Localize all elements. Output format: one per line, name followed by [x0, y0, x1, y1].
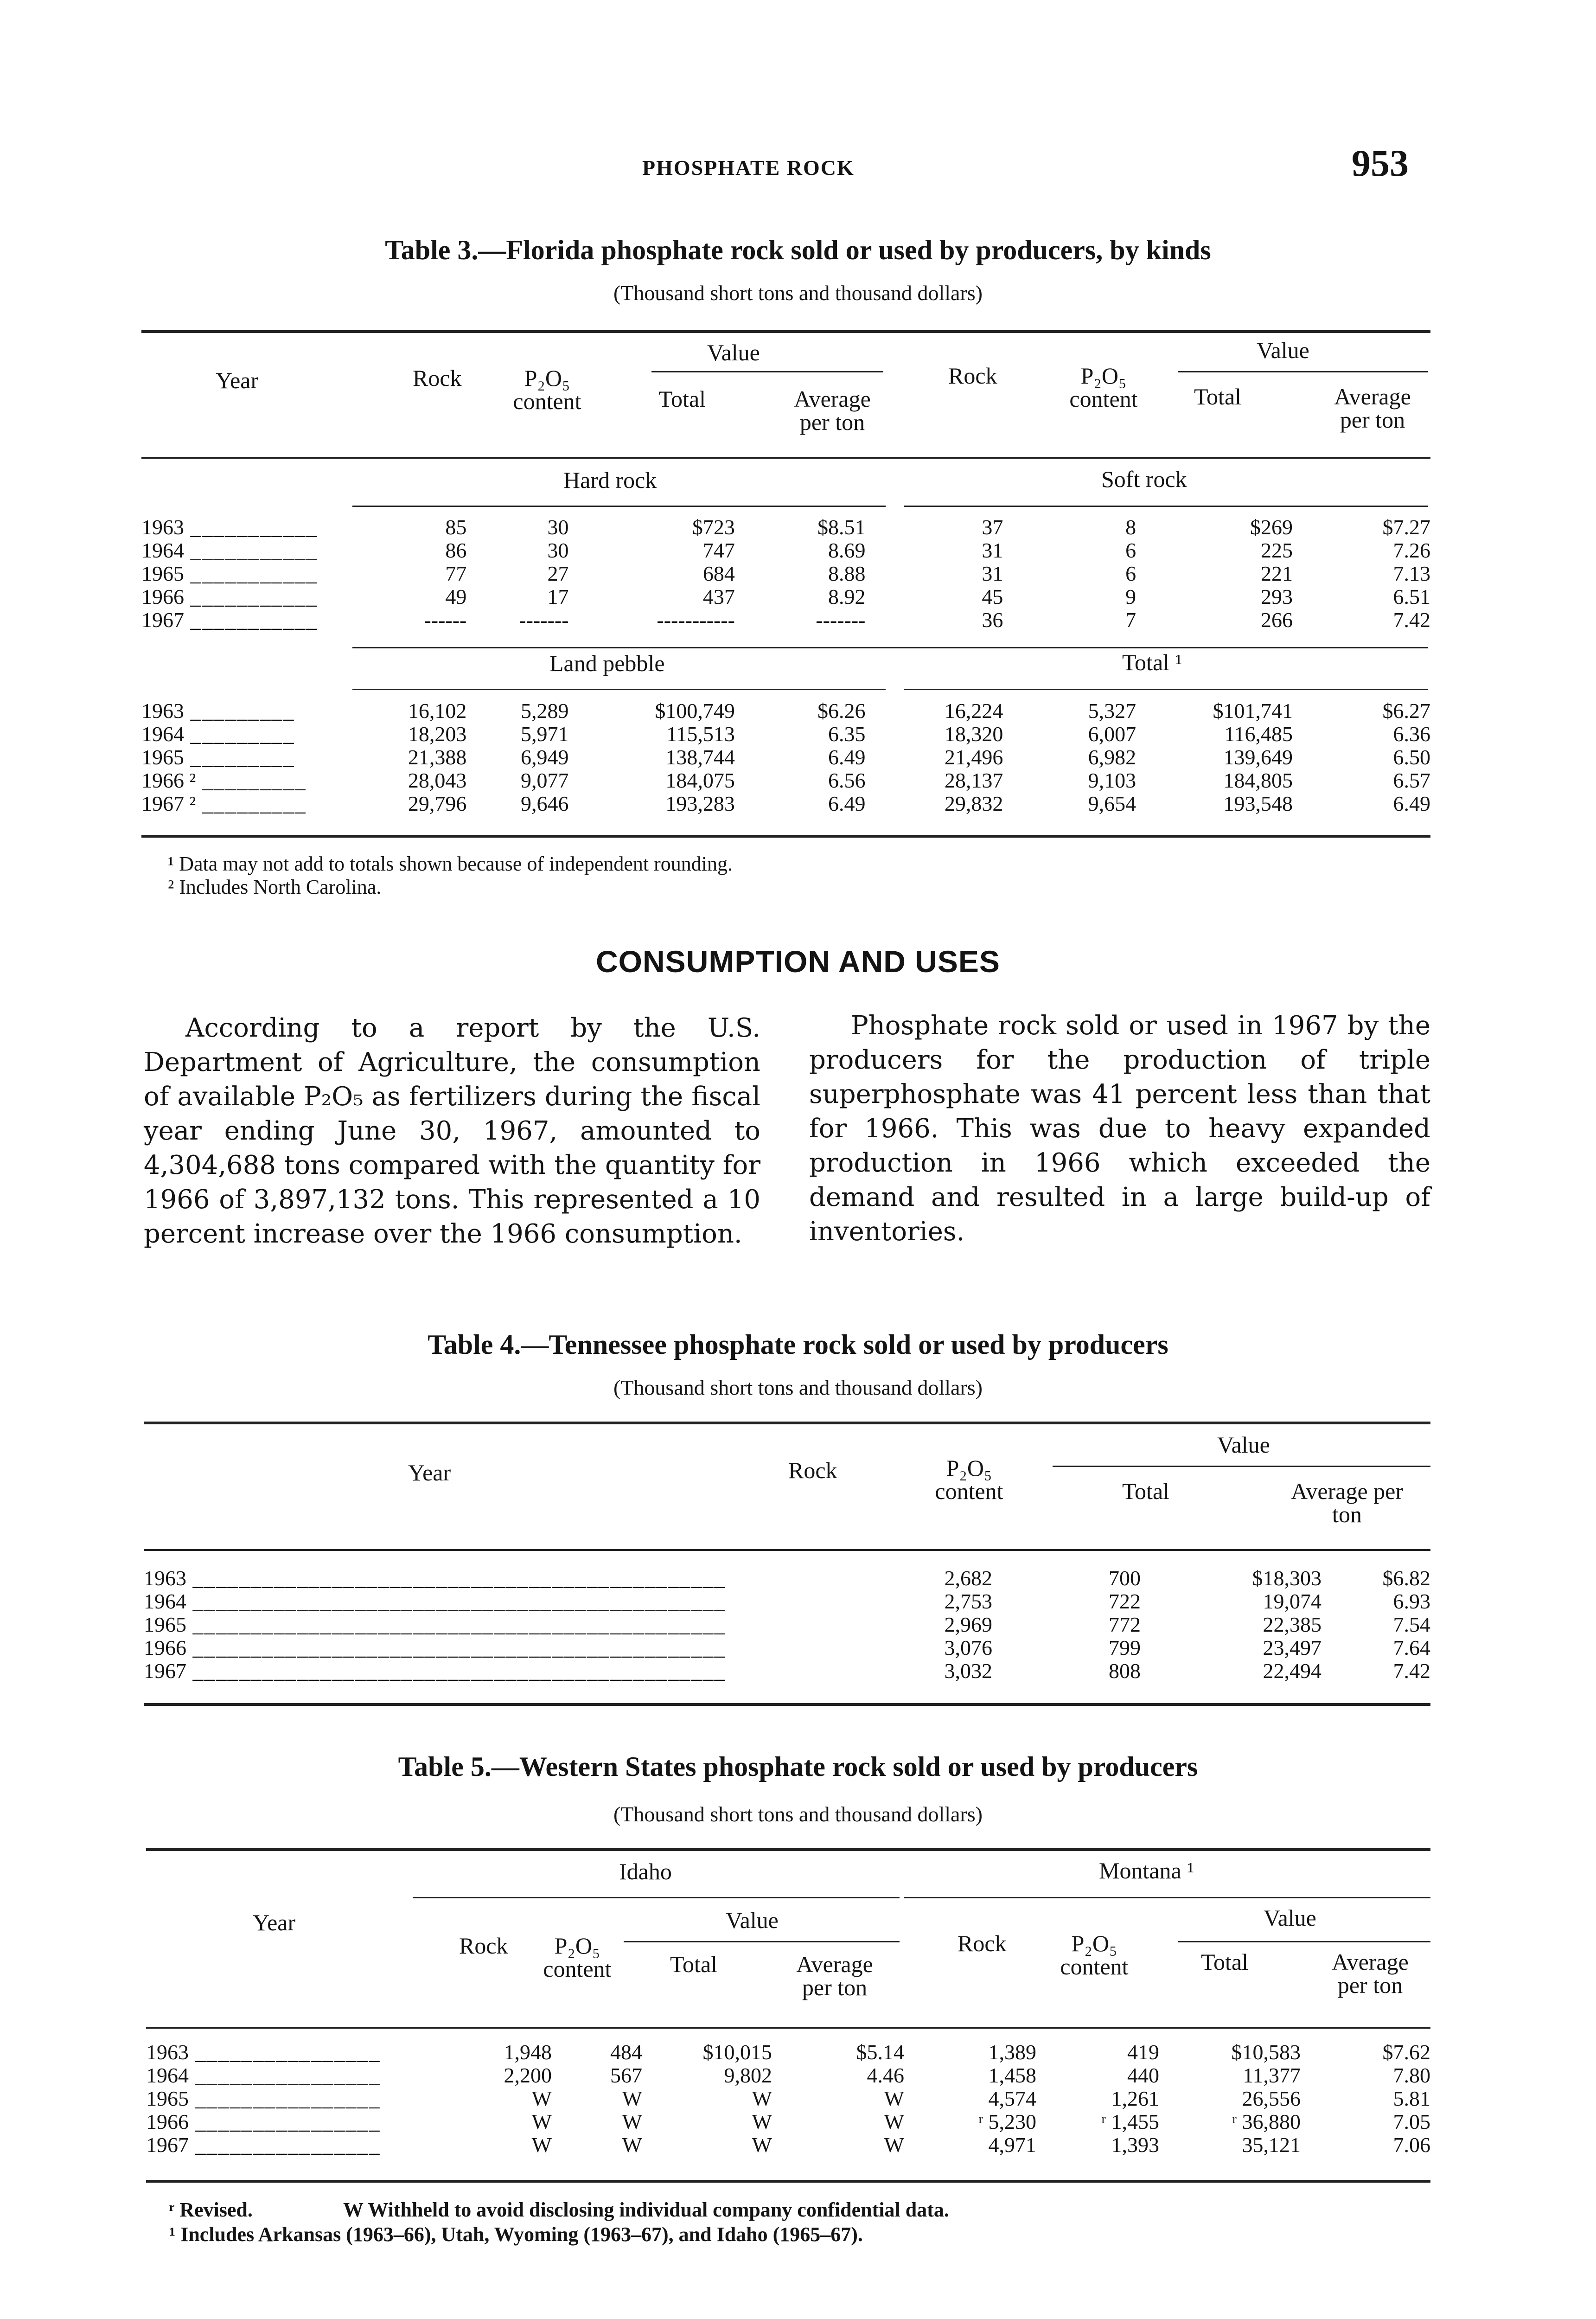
- row-year: [146, 2041, 466, 2064]
- cell-t-rock: 16,224: [944, 699, 1003, 723]
- cell-m-total: 26,556: [1242, 2087, 1301, 2110]
- dot-leader: ___________: [184, 515, 318, 539]
- table-row: [141, 585, 1430, 609]
- cell-avg: 7.42: [1393, 1659, 1430, 1683]
- row-year: [141, 769, 358, 792]
- table3-group-total: Total ¹: [1122, 649, 1182, 675]
- row-year-label: 1964: [141, 538, 184, 562]
- dot-leader: ________________: [189, 2040, 381, 2064]
- table-row: [144, 1567, 1430, 1590]
- cell-m-rock: 1,389: [988, 2040, 1036, 2064]
- cell-t-total: 139,649: [1223, 745, 1293, 769]
- row-year-label: 1965: [144, 1613, 186, 1636]
- table4-col-total: Total: [1122, 1478, 1170, 1504]
- cell-rock: 2,753: [944, 1589, 992, 1613]
- table-row: [144, 1590, 1430, 1613]
- cell-s-p2o5: 6: [1125, 562, 1136, 585]
- cell-l-total: $100,749: [655, 699, 735, 723]
- table4-col-rock: Rock: [788, 1457, 837, 1483]
- paragraph-right: Phosphate rock sold or used in 1967 by the producers for the production of triple superphosphate was 41 percent less than that for 1966. This was due to heavy expanded production in 1966 which exceeded the demand and resulted in a large build-up of inventories.: [809, 1011, 1430, 1247]
- table4-col-p2o5: P₂O₅ content: [935, 1455, 1003, 1504]
- table4-header-rule: [144, 1549, 1430, 1551]
- cell-i-total: W: [752, 2087, 772, 2110]
- cell-i-p2o5: 484: [610, 2040, 642, 2064]
- cell-i-rock: 2,200: [504, 2063, 552, 2087]
- cell-h-p2o5: -------: [519, 608, 569, 632]
- cell-i-p2o5: 567: [610, 2063, 642, 2087]
- cell-s-rock: 31: [982, 538, 1003, 562]
- cell-s-p2o5: 7: [1125, 608, 1136, 632]
- cell-avg: $6.82: [1382, 1566, 1430, 1590]
- table3-col-soft-p2o5: P₂O₅ content: [1069, 363, 1138, 412]
- cell-l-p2o5: 5,289: [521, 699, 569, 723]
- table5-col-idaho-value: Value: [726, 1907, 779, 1933]
- table5-footnote-1: ¹ Includes Arkansas (1963–66), Utah, Wyoming (1963–67), and Idaho (1965–67).: [169, 2223, 863, 2246]
- cell-s-total: 266: [1261, 608, 1293, 632]
- row-year: [141, 562, 358, 585]
- dot-leader: ___________: [184, 585, 318, 609]
- row-year-label: 1967 ²: [141, 792, 196, 815]
- table4-top-rule: [144, 1422, 1430, 1424]
- section-title: CONSUMPTION AND USES: [596, 944, 1000, 979]
- table3-top-rule: [141, 330, 1430, 333]
- table-row: [144, 1636, 1430, 1659]
- cell-s-rock: 45: [982, 585, 1003, 609]
- cell-h-total: 437: [702, 585, 735, 609]
- cell-l-avg: 6.49: [828, 745, 866, 769]
- cell-p2o5: 722: [1109, 1589, 1141, 1613]
- cell-l-p2o5: 5,971: [521, 722, 569, 746]
- table5-group-idaho: Idaho: [619, 1858, 672, 1884]
- dot-leader: ________________: [189, 2133, 381, 2157]
- row-year: [144, 1590, 839, 1613]
- cell-h-p2o5: 17: [547, 585, 569, 609]
- cell-l-avg: $6.26: [817, 699, 866, 723]
- table3-total-group-rule: [904, 689, 1428, 690]
- cell-h-total: 684: [702, 562, 735, 585]
- row-year-label: 1966: [141, 585, 184, 609]
- row-year-label: 1963: [144, 1566, 186, 1590]
- table-row: [141, 723, 1430, 746]
- cell-t-p2o5: 9,103: [1088, 769, 1136, 792]
- table-row: [141, 746, 1430, 769]
- cell-s-avg: 7.13: [1393, 562, 1430, 585]
- cell-m-rock: ʳ 5,230: [978, 2110, 1036, 2133]
- cell-m-total: $10,583: [1231, 2040, 1301, 2064]
- table3-col-hard-rock: Rock: [413, 365, 462, 391]
- table-row: [141, 609, 1430, 632]
- dot-leader: ___________: [184, 538, 318, 562]
- dot-leader: ________________: [189, 2063, 381, 2087]
- row-year: [146, 2087, 466, 2110]
- table3-title: Table 3.—Florida phosphate rock sold or used by producers, by kinds: [385, 235, 1211, 265]
- table-row: [141, 792, 1430, 815]
- cell-avg: 7.64: [1393, 1636, 1430, 1659]
- table4-col-avg: Average per ton: [1291, 1478, 1403, 1527]
- cell-l-avg: 6.35: [828, 722, 866, 746]
- cell-s-p2o5: 8: [1125, 515, 1136, 539]
- row-year-label: 1966: [146, 2110, 189, 2133]
- dot-leader: _________: [196, 792, 306, 815]
- paragraph-left: According to a report by the U.S. Department of Agriculture, the consumption of available P₂O₅ as fertilizers during the fiscal year ending June 30, 1967, amounted to 4,304,688 tons compared with the quantity for 1966 of 3,897,132 tons. This represented a 10 percent increase over the 1966 consumption.: [144, 1013, 760, 1249]
- table5-idaho-value-rule: [624, 1941, 900, 1942]
- row-year-label: 1965: [146, 2087, 189, 2110]
- dot-leader: ______________________________________________: [186, 1636, 726, 1659]
- cell-t-avg: 6.49: [1393, 792, 1430, 815]
- cell-rock: 2,969: [944, 1613, 992, 1636]
- table3-soft-group-rule: [904, 506, 1428, 507]
- table3-col-hard-value: Value: [707, 340, 760, 365]
- cell-t-total: 193,548: [1223, 792, 1293, 815]
- table3-group-soft: Soft rock: [1101, 466, 1187, 492]
- table4-table: [144, 1567, 1430, 1683]
- row-year-label: 1964: [141, 722, 184, 746]
- table5-header-rule: [146, 2027, 1430, 2029]
- table5-montana-value-rule: [1178, 1941, 1430, 1942]
- dot-leader: _________: [196, 769, 306, 792]
- cell-t-total: 184,805: [1223, 769, 1293, 792]
- page-number: 953: [1352, 142, 1409, 184]
- cell-m-rock: 4,574: [988, 2087, 1036, 2110]
- table5-col-montana-avg: Average per ton: [1332, 1949, 1409, 1998]
- row-year-label: 1965: [141, 745, 184, 769]
- table-row: [146, 2087, 1430, 2110]
- table5-idaho-rule: [413, 1897, 900, 1898]
- cell-m-p2o5: 1,393: [1111, 2133, 1159, 2157]
- cell-i-avg: $5.14: [856, 2040, 904, 2064]
- cell-i-p2o5: W: [622, 2133, 642, 2157]
- table4-col-year: Year: [408, 1460, 451, 1486]
- cell-rock: 2,682: [944, 1566, 992, 1590]
- cell-l-rock: 21,388: [408, 745, 467, 769]
- cell-t-p2o5: 6,982: [1088, 745, 1136, 769]
- table5-col-montana-p2o5: P₂O₅ content: [1060, 1930, 1129, 1979]
- table-row: [141, 562, 1430, 585]
- row-year-label: 1966 ²: [141, 769, 196, 792]
- cell-i-rock: W: [531, 2110, 552, 2133]
- cell-s-total: 293: [1261, 585, 1293, 609]
- table3-col-soft-value: Value: [1257, 337, 1309, 363]
- cell-h-avg: 8.69: [828, 538, 866, 562]
- cell-avg: 6.93: [1393, 1589, 1430, 1613]
- cell-h-total: $723: [692, 515, 735, 539]
- cell-l-total: 138,744: [665, 745, 735, 769]
- table-row: [146, 2133, 1430, 2157]
- row-year: [141, 585, 358, 609]
- table4-title: Table 4.—Tennessee phosphate rock sold or used by producers: [428, 1329, 1168, 1360]
- table3-col-soft-avg: Average per ton: [1334, 384, 1411, 433]
- cell-rock: 3,032: [944, 1659, 992, 1683]
- dot-leader: _________: [184, 745, 295, 769]
- row-year-label: 1967: [141, 608, 184, 632]
- table5-title: Table 5.—Western States phosphate rock sold or used by producers: [398, 1751, 1198, 1782]
- dot-leader: ______________________________________________: [186, 1659, 726, 1683]
- table-row: [141, 539, 1430, 562]
- dot-leader: ________________: [189, 2087, 381, 2110]
- table3-footnote-1: ¹ Data may not add to totals shown because of independent rounding.: [168, 852, 733, 875]
- cell-m-rock: 4,971: [988, 2133, 1036, 2157]
- row-year-label: 1963: [146, 2040, 189, 2064]
- cell-l-avg: 6.49: [828, 792, 866, 815]
- table3-land-total-table: [141, 699, 1430, 815]
- cell-m-total: 35,121: [1242, 2133, 1301, 2157]
- cell-l-avg: 6.56: [828, 769, 866, 792]
- cell-t-p2o5: 5,327: [1088, 699, 1136, 723]
- cell-l-total: 184,075: [665, 769, 735, 792]
- table3-hard-value-rule: [651, 371, 883, 372]
- table3-hard-group-rule: [352, 506, 886, 507]
- table3-col-hard-avg: Average per ton: [794, 386, 871, 435]
- cell-h-avg: 8.92: [828, 585, 866, 609]
- cell-m-total: ʳ 36,880: [1232, 2110, 1301, 2133]
- row-year-label: 1965: [141, 562, 184, 585]
- cell-i-rock: W: [531, 2133, 552, 2157]
- cell-h-avg: $8.51: [817, 515, 866, 539]
- table4-value-rule: [1053, 1466, 1430, 1467]
- table3-group-hard: Hard rock: [563, 467, 657, 493]
- cell-s-total: 221: [1261, 562, 1293, 585]
- cell-i-p2o5: W: [622, 2110, 642, 2133]
- table3-group-land: Land pebble: [549, 650, 665, 676]
- table5-col-idaho-p2o5: P₂O₅ content: [543, 1933, 612, 1982]
- table-row: [146, 2064, 1430, 2087]
- row-year-label: 1966: [144, 1636, 186, 1659]
- table5-montana-rule: [904, 1897, 1430, 1898]
- row-year: [141, 699, 358, 723]
- cell-t-rock: 18,320: [944, 722, 1003, 746]
- cell-rock: 3,076: [944, 1636, 992, 1659]
- cell-t-rock: 28,137: [944, 769, 1003, 792]
- table-row: [146, 2110, 1430, 2133]
- cell-m-p2o5: 440: [1127, 2063, 1159, 2087]
- row-year: [144, 1613, 839, 1636]
- cell-l-rock: 16,102: [408, 699, 467, 723]
- cell-m-total: 11,377: [1243, 2063, 1301, 2087]
- table-row: [141, 516, 1430, 539]
- cell-t-p2o5: 9,654: [1088, 792, 1136, 815]
- cell-p2o5: 799: [1109, 1636, 1141, 1659]
- table-row: [144, 1659, 1430, 1683]
- dot-leader: ______________________________________________: [186, 1589, 726, 1613]
- table3-col-soft-rock: Rock: [948, 363, 997, 389]
- table5-group-montana: Montana ¹: [1099, 1858, 1194, 1883]
- dot-leader: ________________: [189, 2110, 381, 2133]
- cell-avg: 7.54: [1393, 1613, 1430, 1636]
- cell-i-total: W: [752, 2133, 772, 2157]
- table3-header-rule: [141, 457, 1430, 459]
- cell-s-p2o5: 6: [1125, 538, 1136, 562]
- cell-s-total: 225: [1261, 538, 1293, 562]
- row-year-label: 1967: [144, 1659, 186, 1683]
- cell-m-avg: 7.05: [1393, 2110, 1430, 2133]
- table5-col-idaho-avg: Average per ton: [796, 1951, 873, 2000]
- cell-s-p2o5: 9: [1125, 585, 1136, 609]
- dot-leader: ______________________________________________: [186, 1566, 726, 1590]
- cell-l-p2o5: 6,949: [521, 745, 569, 769]
- cell-i-rock: W: [531, 2087, 552, 2110]
- cell-s-rock: 31: [982, 562, 1003, 585]
- cell-s-avg: 6.51: [1393, 585, 1430, 609]
- table3-soft-value-rule: [1178, 371, 1428, 372]
- cell-s-total: $269: [1250, 515, 1293, 539]
- cell-i-avg: W: [884, 2133, 904, 2157]
- dot-leader: ___________: [184, 562, 318, 585]
- dot-leader: _________: [184, 699, 295, 723]
- cell-i-avg: 4.46: [867, 2063, 904, 2087]
- table3-footnote-2: ² Includes North Carolina.: [168, 876, 382, 898]
- cell-h-p2o5: 30: [547, 515, 569, 539]
- row-year: [141, 723, 358, 746]
- cell-h-rock: 85: [445, 515, 467, 539]
- row-year: [144, 1636, 839, 1659]
- cell-s-avg: 7.26: [1393, 538, 1430, 562]
- table3-mid-rule: [352, 647, 1428, 648]
- row-year: [146, 2133, 466, 2157]
- table3-land-group-rule: [352, 689, 886, 690]
- row-year-label: 1967: [146, 2133, 189, 2157]
- row-year-label: 1963: [141, 699, 184, 723]
- cell-i-total: W: [752, 2110, 772, 2133]
- cell-m-avg: 7.06: [1393, 2133, 1430, 2157]
- dot-leader: ___________: [184, 608, 318, 632]
- cell-l-p2o5: 9,077: [521, 769, 569, 792]
- cell-i-p2o5: W: [622, 2087, 642, 2110]
- table5-col-montana-total: Total: [1201, 1949, 1249, 1975]
- cell-t-total: 116,485: [1224, 722, 1293, 746]
- table-row: [141, 699, 1430, 723]
- dot-leader: _________: [184, 722, 295, 746]
- cell-t-rock: 21,496: [944, 745, 1003, 769]
- cell-t-avg: 6.50: [1393, 745, 1430, 769]
- table5-col-idaho-rock: Rock: [459, 1933, 508, 1959]
- cell-t-total: $101,741: [1213, 699, 1293, 723]
- cell-p2o5: 808: [1109, 1659, 1141, 1683]
- cell-h-avg: -------: [816, 608, 866, 632]
- table3-col-year: Year: [216, 367, 259, 393]
- cell-m-p2o5: 1,261: [1111, 2087, 1159, 2110]
- row-year: [141, 746, 358, 769]
- cell-total: 23,497: [1263, 1636, 1321, 1659]
- row-year-label: 1964: [144, 1589, 186, 1613]
- row-year: [146, 2064, 466, 2087]
- cell-l-total: 193,283: [665, 792, 735, 815]
- cell-l-rock: 29,796: [408, 792, 467, 815]
- row-year: [141, 516, 358, 539]
- cell-total: 22,385: [1263, 1613, 1321, 1636]
- cell-total: $18,303: [1252, 1566, 1321, 1590]
- cell-m-p2o5: 419: [1127, 2040, 1159, 2064]
- row-year-label: 1963: [141, 515, 184, 539]
- running-title: PHOSPHATE ROCK: [642, 156, 855, 179]
- table5-col-montana-value: Value: [1264, 1905, 1316, 1931]
- cell-t-avg: $6.27: [1382, 699, 1430, 723]
- table3-col-soft-total: Total: [1194, 384, 1242, 410]
- cell-h-p2o5: 27: [547, 562, 569, 585]
- table5-col-montana-rock: Rock: [958, 1930, 1007, 1956]
- table-row: [141, 769, 1430, 792]
- cell-h-avg: 8.88: [828, 562, 866, 585]
- cell-p2o5: 772: [1109, 1613, 1141, 1636]
- cell-m-p2o5: ʳ 1,455: [1101, 2110, 1159, 2133]
- table-row: [146, 2041, 1430, 2064]
- table3-subtitle: (Thousand short tons and thousand dollars): [613, 281, 983, 305]
- cell-m-avg: 5.81: [1393, 2087, 1430, 2110]
- row-year: [144, 1659, 839, 1683]
- cell-s-avg: 7.42: [1393, 608, 1430, 632]
- row-year: [146, 2110, 466, 2133]
- table5-subtitle: (Thousand short tons and thousand dollars): [613, 1802, 983, 1826]
- cell-h-rock: 86: [445, 538, 467, 562]
- cell-t-avg: 6.57: [1393, 769, 1430, 792]
- table3-hard-soft-table: [141, 516, 1430, 632]
- table5-bottom-rule: [146, 2180, 1430, 2183]
- table3-bottom-rule: [141, 835, 1430, 838]
- table4-bottom-rule: [144, 1703, 1430, 1706]
- cell-t-p2o5: 6,007: [1088, 722, 1136, 746]
- table5-top-rule: [146, 1848, 1430, 1851]
- cell-t-rock: 29,832: [944, 792, 1003, 815]
- table5-col-idaho-total: Total: [670, 1951, 718, 1977]
- cell-i-rock: 1,948: [504, 2040, 552, 2064]
- cell-m-avg: $7.62: [1382, 2040, 1430, 2064]
- row-year: [141, 539, 358, 562]
- cell-s-rock: 36: [982, 608, 1003, 632]
- cell-m-rock: 1,458: [988, 2063, 1036, 2087]
- cell-l-rock: 18,203: [408, 722, 467, 746]
- row-year: [141, 792, 358, 815]
- cell-total: 19,074: [1263, 1589, 1321, 1613]
- table3-col-hard-p2o5: P₂O₅ content: [513, 365, 581, 414]
- cell-i-total: 9,802: [724, 2063, 772, 2087]
- cell-l-rock: 28,043: [408, 769, 467, 792]
- cell-t-avg: 6.36: [1393, 722, 1430, 746]
- cell-l-total: 115,513: [666, 722, 735, 746]
- table4-col-value: Value: [1217, 1432, 1270, 1458]
- table4-subtitle: (Thousand short tons and thousand dollars): [613, 1376, 983, 1399]
- dot-leader: ______________________________________________: [186, 1613, 726, 1636]
- table-row: [144, 1613, 1430, 1636]
- cell-i-total: $10,015: [702, 2040, 772, 2064]
- row-year: [144, 1567, 839, 1590]
- table5-table: [146, 2041, 1430, 2157]
- cell-h-p2o5: 30: [547, 538, 569, 562]
- cell-i-avg: W: [884, 2087, 904, 2110]
- row-year-label: 1964: [146, 2063, 189, 2087]
- cell-s-rock: 37: [982, 515, 1003, 539]
- row-year: [141, 609, 358, 632]
- cell-total: 22,494: [1263, 1659, 1321, 1683]
- cell-h-total: -----------: [657, 608, 735, 632]
- cell-l-p2o5: 9,646: [521, 792, 569, 815]
- table5-footnote-revised: ʳ Revised.: [169, 2198, 253, 2221]
- cell-h-rock: 77: [445, 562, 467, 585]
- cell-h-rock: 49: [445, 585, 467, 609]
- table5-col-year: Year: [253, 1909, 296, 1935]
- cell-h-rock: ------: [424, 608, 467, 632]
- cell-h-total: 747: [702, 538, 735, 562]
- table3-col-hard-total: Total: [658, 386, 706, 412]
- cell-m-avg: 7.80: [1393, 2063, 1430, 2087]
- table5-footnote-withheld: W Withheld to avoid disclosing individual company confidential data.: [343, 2198, 949, 2221]
- cell-s-avg: $7.27: [1382, 515, 1430, 539]
- cell-i-avg: W: [884, 2110, 904, 2133]
- cell-p2o5: 700: [1109, 1566, 1141, 1590]
